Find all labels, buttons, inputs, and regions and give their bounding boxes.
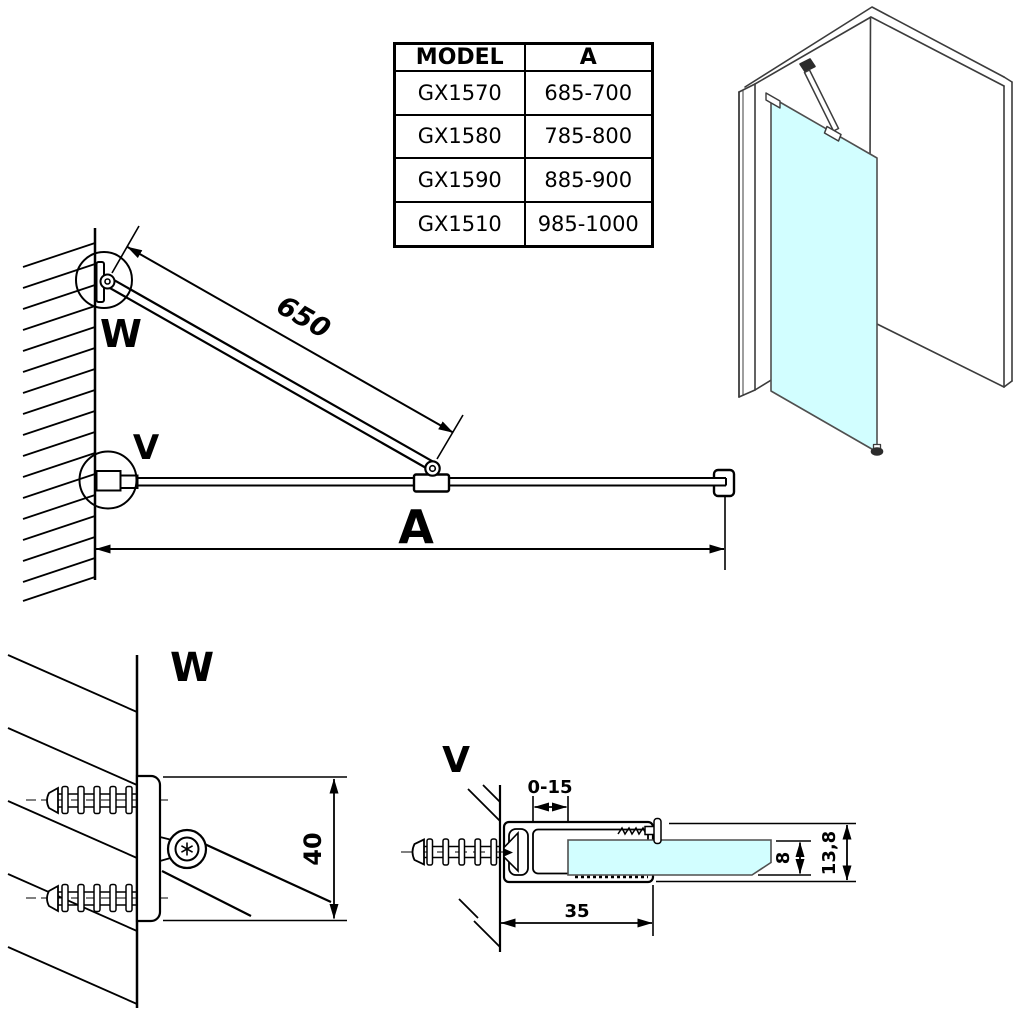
bar-clamp bbox=[414, 475, 449, 492]
a-cell: 785-800 bbox=[525, 115, 653, 159]
model-cell: GX1570 bbox=[395, 71, 525, 115]
brace-pivot bbox=[425, 461, 439, 475]
detail-marker-w-label: W bbox=[100, 312, 142, 356]
model-cell: GX1510 bbox=[395, 202, 525, 247]
detail-w-view bbox=[8, 655, 347, 1008]
col-header-model: MODEL bbox=[395, 44, 525, 72]
model-cell: GX1580 bbox=[395, 115, 525, 159]
a-cell: 685-700 bbox=[525, 71, 653, 115]
detail-v-hatching bbox=[459, 785, 500, 947]
a-cell: 985-1000 bbox=[525, 202, 653, 247]
wall-bracket-top bbox=[97, 262, 115, 302]
model-cell: GX1590 bbox=[395, 158, 525, 202]
detail-w-hatching bbox=[8, 655, 137, 1004]
dim-8-label: 8 bbox=[773, 851, 794, 865]
detail-v-title: V bbox=[442, 740, 470, 781]
isometric-view bbox=[739, 7, 1012, 455]
dim-0-15 bbox=[533, 796, 568, 821]
dim-0-15-label: 0-15 bbox=[527, 777, 573, 798]
elevation-view bbox=[23, 226, 734, 601]
wall-mount-block bbox=[97, 471, 138, 491]
detail-w-title: W bbox=[169, 645, 215, 691]
dim-650 bbox=[112, 226, 463, 459]
glass-end-cap bbox=[712, 470, 734, 496]
detail-v-view bbox=[401, 785, 856, 952]
iso-glass-panel bbox=[771, 97, 877, 452]
dim-35-label: 35 bbox=[564, 901, 590, 922]
detail-marker-v-label: V bbox=[132, 428, 160, 468]
detail-w-bracket-plate bbox=[137, 776, 160, 921]
iso-glass-foot bbox=[872, 445, 883, 456]
elevation-wall-hatching bbox=[23, 243, 95, 601]
col-header-a: A bbox=[525, 44, 653, 72]
brace-length-label: 650 bbox=[271, 290, 336, 346]
detail-w-pivot-lug bbox=[168, 830, 206, 868]
overall-width-label: A bbox=[398, 500, 434, 554]
a-cell: 885-900 bbox=[525, 158, 653, 202]
dim-40-label: 40 bbox=[299, 832, 327, 866]
dim-13-8-label: 13,8 bbox=[819, 830, 840, 876]
detail-v-glass bbox=[568, 840, 771, 875]
